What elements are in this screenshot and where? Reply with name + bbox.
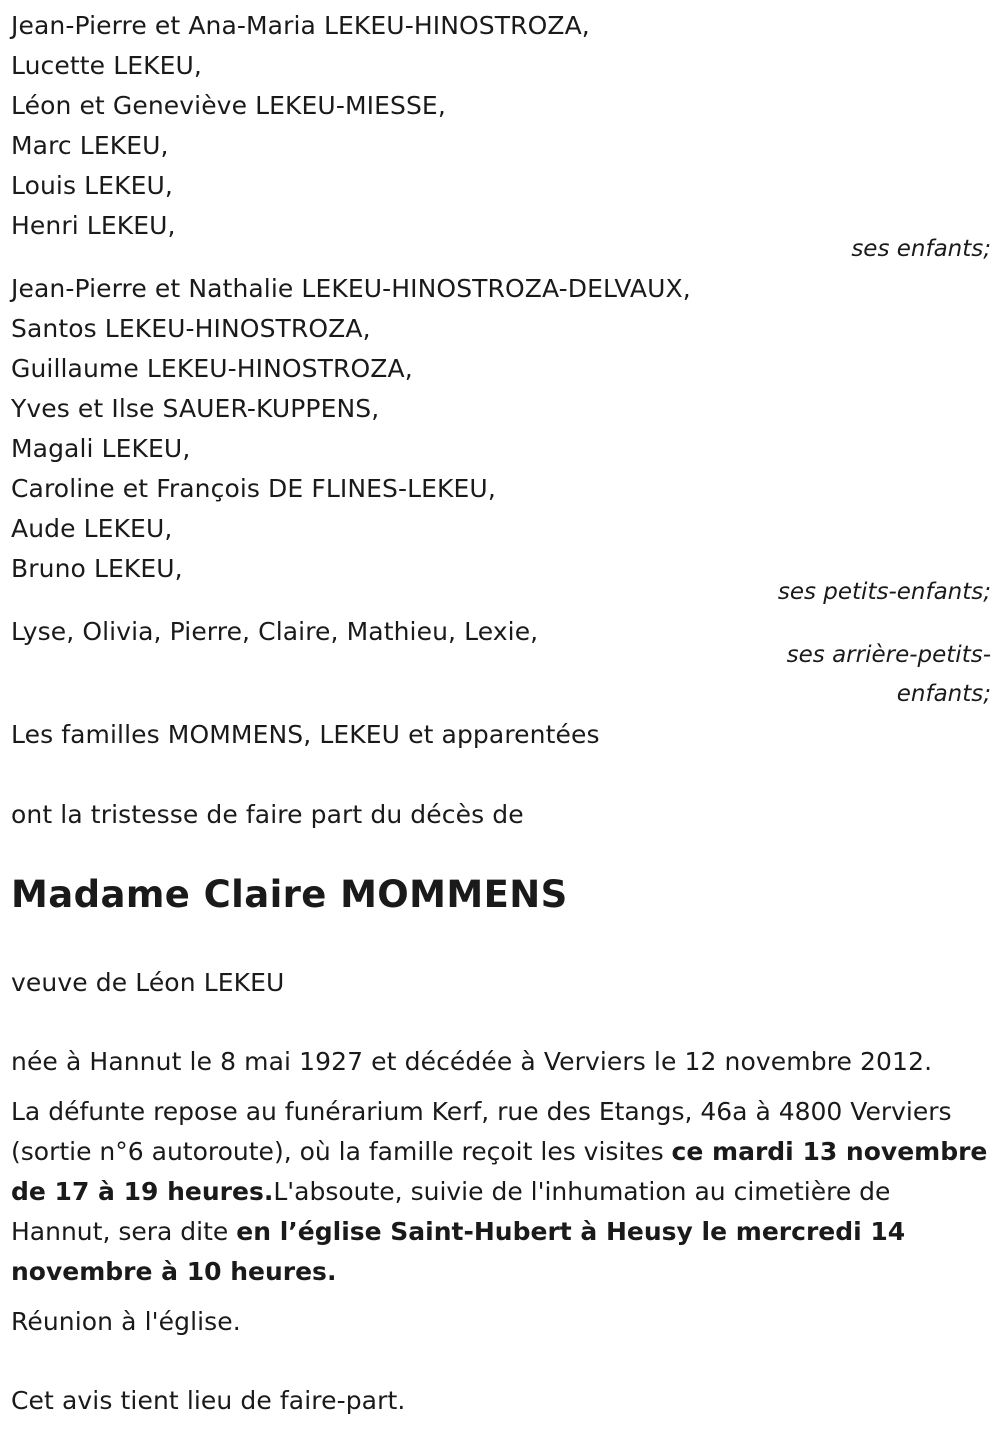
meeting-line: Réunion à l'église. [11,1307,241,1336]
great-grandchildren-role-label-line2: enfants; [896,681,991,707]
grandchild-name: Aude LEKEU, [11,514,173,543]
children-role-label: ses enfants; [851,236,991,262]
great-grandchildren-names: Lyse, Olivia, Pierre, Claire, Mathieu, Lexie, [11,617,539,646]
child-name: Léon et Geneviève LEKEU-MIESSE, [11,91,446,120]
grandchildren-role-label: ses petits-enfants; [777,579,991,605]
child-name: Louis LEKEU, [11,171,173,200]
child-name: Marc LEKEU, [11,131,169,160]
child-name: Jean-Pierre et Ana-Maria LEKEU-HINOSTROZA, [11,11,590,40]
grandchild-name: Jean-Pierre et Nathalie LEKEU-HINOSTROZA-DELVAUX, [11,274,691,303]
child-name: Lucette LEKEU, [11,51,202,80]
widow-of-line: veuve de Léon LEKEU [11,968,285,997]
grandchild-name: Santos LEKEU-HINOSTROZA, [11,314,371,343]
birth-death-line: née à Hannut le 8 mai 1927 et décédée à Verviers le 12 novembre 2012. [11,1047,933,1076]
grandchild-name: Bruno LEKEU, [11,554,183,583]
great-grandchildren-role-label-line1: ses arrière-petits- [786,642,991,668]
closing-line: Cet avis tient lieu de faire-part. [11,1386,406,1415]
grandchild-name: Guillaume LEKEU-HINOSTROZA, [11,354,413,383]
child-name: Henri LEKEU, [11,211,176,240]
funeral-details-text: L'absoute, suivie de l'inhumation au cimetière de Hannut, sera dite [11,1177,891,1246]
families-line: Les familles MOMMENS, LEKEU et apparentées [11,720,600,749]
ceremony-details: en l’église Saint-Hubert à Heusy le mercredi 14 novembre à 10 heures. [11,1217,906,1286]
grandchild-name: Caroline et François DE FLINES-LEKEU, [11,474,496,503]
funeral-details-text: La défunte repose au funérarium Kerf, rue des Etangs, 46a à 4800 Verviers (sortie n°6 autoroute), où la famille reçoit les visites [11,1097,952,1166]
announcement-line: ont la tristesse de faire part du décès de [11,800,524,829]
funeral-details-paragraph [11,1092,993,1292]
deceased-name: Madame Claire MOMMENS [11,873,568,916]
visit-time: ce mardi 13 novembre de 17 à 19 heures. [11,1137,988,1206]
grandchild-name: Yves et Ilse SAUER-KUPPENS, [11,394,380,423]
grandchild-name: Magali LEKEU, [11,434,191,463]
